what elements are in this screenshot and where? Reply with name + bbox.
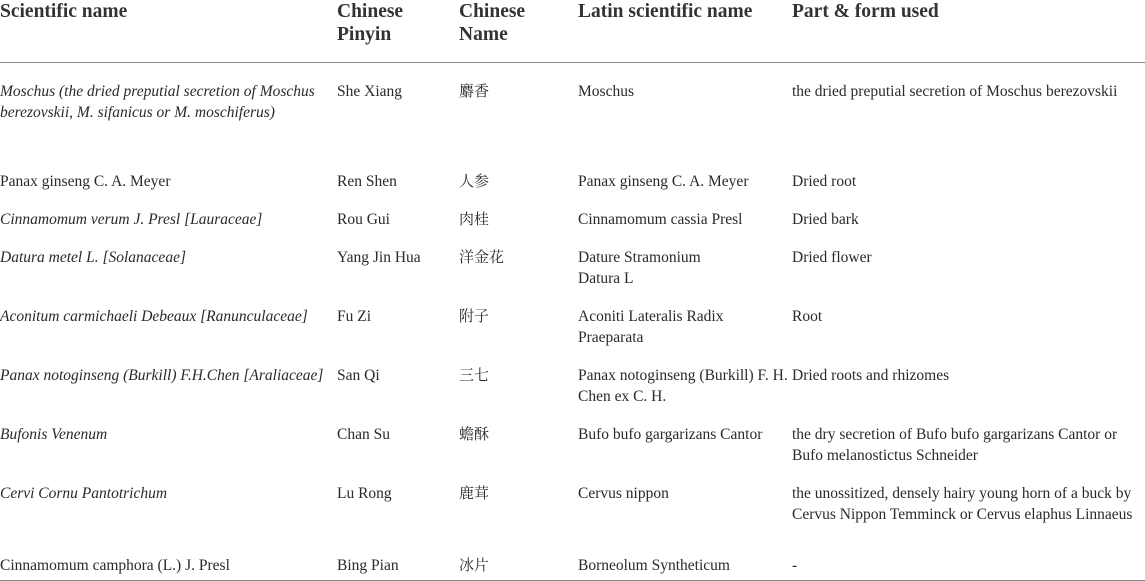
header-part-form: Part & form used: [790, 0, 1145, 62]
cell-latin-name: Borneolum Syntheticum: [576, 538, 790, 581]
header-scientific-name: Scientific name: [0, 0, 335, 62]
cell-scientific-name: Panax notoginseng (Burkill) F.H.Chen [Araliaceae]: [0, 367, 324, 384]
cell-part-form: Dried flower: [792, 249, 872, 266]
cell-chinese-name: 人参: [459, 172, 490, 190]
cell-chinese-name: 附子: [459, 307, 490, 325]
table-row: [0, 192, 1145, 230]
cell-scientific-name: Cervi Cornu Pantotrichum: [0, 485, 168, 502]
table-body: [0, 62, 1145, 581]
cell-chinese-name: 麝香: [459, 81, 490, 100]
cell-part-form: the unossitized, densely hairy young horn of a buck by Cervus Nippon Temminck or Cervus elaphus Linnaeus: [792, 485, 1133, 523]
cell-scientific-name: Moschus (the dried preputial secretion of Moschus berezovskii, M. sifanicus or M. moschiferus): [0, 82, 315, 121]
cell-latin-name: Aconiti Lateralis Radix Praeparata: [578, 308, 724, 346]
cell-part-form: the dried preputial secretion of Moschus berezovskii: [792, 82, 1118, 100]
cell-latin-name: [576, 230, 790, 289]
header-latin-name: Latin scientific name: [576, 0, 790, 62]
table-row: [0, 348, 1145, 407]
cell-part-form: Root: [792, 308, 823, 325]
cell-scientific-name: Cinnamomum verum J. Presl [Lauraceae]: [0, 211, 263, 228]
cell-part-form: Dried root: [792, 173, 857, 190]
cell-part-form: Dried bark: [792, 211, 859, 228]
cell-scientific-name: Bufonis Venenum: [0, 426, 108, 443]
cell-pinyin: Fu Zi: [337, 308, 372, 325]
cell-pinyin: San Qi: [337, 367, 380, 384]
cell-part-form: Dried roots and rhizomes: [792, 367, 950, 384]
cell-chinese-name: 洋金花: [459, 248, 505, 266]
cell-latin-name: Cervus nippon: [578, 485, 669, 502]
table-row: [0, 538, 1145, 581]
table-row: [0, 466, 1145, 538]
table-header: [0, 0, 1145, 62]
table-row: [0, 407, 1145, 466]
header-row: [0, 0, 1145, 62]
cell-latin-name: Cinnamomum cassia Presl: [578, 211, 743, 228]
cell-pinyin: Chan Su: [337, 426, 390, 443]
table-row: [0, 62, 1145, 154]
cell-pinyin: Ren Shen: [337, 173, 397, 190]
table-row: [0, 154, 1145, 192]
cell-pinyin: Rou Gui: [337, 211, 390, 228]
table-row: [0, 230, 1145, 289]
cell-latin-name: Bufo bufo gargarizans Cantor: [578, 426, 763, 443]
latin-name-line: Datura L: [578, 270, 634, 287]
cell-pinyin: Lu Rong: [337, 485, 392, 502]
cell-scientific-name: Aconitum carmichaeli Debeaux [Ranunculaceae]: [0, 308, 308, 325]
cell-chinese-name: 蟾酥: [459, 425, 490, 443]
cell-scientific-name: Cinnamomum camphora (L.) J. Presl: [0, 538, 335, 581]
cell-scientific-name: Datura metel L. [Solanaceae]: [0, 249, 186, 266]
latin-name-line: Dature Stramonium: [578, 249, 701, 266]
table-row: [0, 289, 1145, 348]
cell-chinese-name: 冰片: [457, 538, 576, 581]
cell-part-form: the dry secretion of Bufo bufo gargarizans Cantor or Bufo melanostictus Schneider: [792, 426, 1118, 464]
cell-chinese-name: 鹿茸: [459, 484, 490, 502]
cell-pinyin: Yang Jin Hua: [337, 249, 421, 266]
cell-latin-name: Panax notoginseng (Burkill) F. H. Chen ex C. H.: [578, 367, 788, 405]
header-chinese-name: Chinese Name: [457, 0, 576, 62]
cell-part-form: -: [790, 538, 1145, 581]
cell-pinyin: She Xiang: [337, 82, 403, 100]
cell-chinese-name: 肉桂: [459, 210, 490, 228]
cell-scientific-name: Panax ginseng C. A. Meyer: [0, 173, 171, 190]
cell-chinese-name: 三七: [459, 366, 490, 384]
cell-pinyin: Bing Pian: [335, 538, 457, 581]
cell-latin-name: Moschus: [578, 82, 634, 100]
cell-latin-name: Panax ginseng C. A. Meyer: [578, 173, 749, 190]
header-chinese-pinyin: Chinese Pinyin: [335, 0, 457, 62]
